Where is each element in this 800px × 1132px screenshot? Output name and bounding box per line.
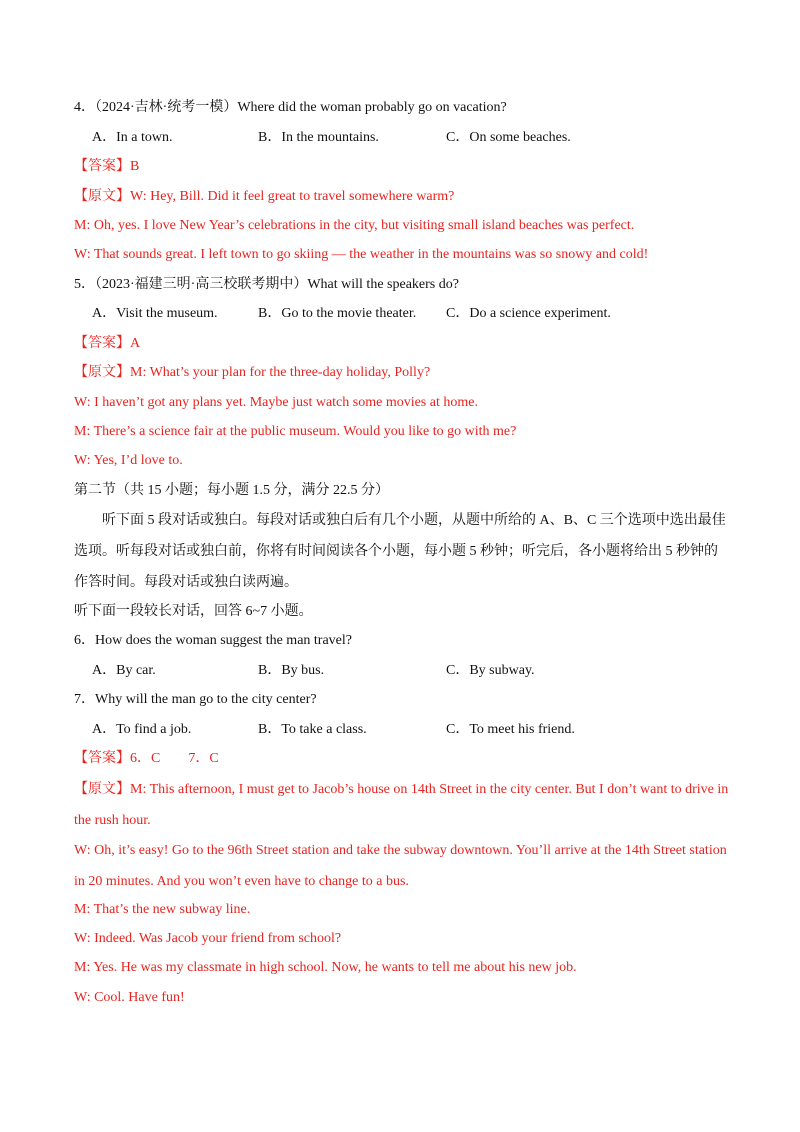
transcript-5-line-3: M: There’s a science fair at the public museum. Would you like to go with me? bbox=[74, 424, 517, 439]
option-b: B．To take a class. bbox=[258, 722, 367, 737]
option-a: A．In a town. bbox=[92, 130, 173, 145]
question-source: （2024·吉林·统考一模） bbox=[95, 100, 238, 115]
option-c: C．To meet his friend. bbox=[446, 722, 575, 737]
transcript-4-line-3: W: That sounds great. I left town to go skiing — the weather in the mountains was so snowy and cold! bbox=[74, 247, 649, 262]
option-c: C．On some beaches. bbox=[446, 130, 571, 145]
section-instructions: 听下面 5 段对话或独白。每段对话或独白后有几个小题，从题中所给的 A、B、C 三个选项中选出最佳选项。听每段对话或独白前，你将有时间阅读各个小题，每小题 5 秒钟；听完后，各小题将给出 5 秒钟的作答时间。每段对话或独白读两遍。 bbox=[74, 513, 726, 590]
question-5 bbox=[74, 275, 459, 295]
transcript-6-7-para-2: W: Oh, it’s easy! Go to the 96th Street station and take the subway downtown. You’ll arrive at the 14th Street station in 20 minutes. And you won’t even have to change to a bus. bbox=[74, 843, 727, 889]
transcript-6-7-line-3: M: That’s the new subway line. bbox=[74, 902, 251, 917]
transcript-6-7-line-6: W: Cool. Have fun! bbox=[74, 990, 185, 1005]
transcript-4-line-2: M: Oh, yes. I love New Year’s celebrations in the city, but visiting small island beaches was perfect. bbox=[74, 218, 635, 233]
answer-5 bbox=[74, 334, 140, 354]
answer-tag: 【答案】 bbox=[74, 751, 130, 766]
transcript-5-line-1 bbox=[74, 363, 430, 383]
question-number: 4． bbox=[74, 100, 95, 115]
question-text: Where did the woman probably go on vacation? bbox=[237, 100, 507, 115]
question-6: 6．How does the woman suggest the man travel? bbox=[74, 633, 352, 648]
option-b: B．By bus. bbox=[258, 663, 325, 678]
section-heading: 第二节（共 15 小题；每小题 1.5 分，满分 22.5 分） bbox=[74, 483, 389, 498]
transcript-tag: 【原文】 bbox=[74, 365, 130, 380]
transcript-4-line-1 bbox=[74, 187, 454, 207]
question-4 bbox=[74, 98, 507, 118]
answer-6-7 bbox=[74, 749, 219, 769]
question-7: 7．Why will the man go to the city center? bbox=[74, 692, 317, 707]
transcript-6-7-line-5: M: Yes. He was my classmate in high school. Now, he wants to tell me about his new job. bbox=[74, 960, 577, 975]
answer-value: 6．C 7．C bbox=[130, 751, 219, 766]
option-a: A．To find a job. bbox=[92, 722, 192, 737]
answer-tag: 【答案】 bbox=[74, 159, 130, 174]
transcript-text: W: Hey, Bill. Did it feel great to travel somewhere warm? bbox=[130, 189, 455, 204]
transcript-text: M: This afternoon, I must get to Jacob’s house on 14th Street in the city center. But I don’t want to drive in the rush hour. bbox=[74, 782, 729, 828]
transcript-tag: 【原文】 bbox=[74, 189, 130, 204]
option-a: A．By car. bbox=[92, 663, 156, 678]
option-c: C．Do a science experiment. bbox=[446, 306, 611, 321]
question-number: 5． bbox=[74, 277, 95, 292]
option-b: B．Go to the movie theater. bbox=[258, 306, 417, 321]
option-c: C．By subway. bbox=[446, 663, 535, 678]
transcript-5-line-4: W: Yes, I’d love to. bbox=[74, 453, 183, 468]
answer-4 bbox=[74, 157, 139, 177]
question-source: （2023·福建三明·高三校联考期中） bbox=[95, 277, 308, 292]
transcript-5-line-2: W: I haven’t got any plans yet. Maybe just watch some movies at home. bbox=[74, 395, 478, 410]
answer-value: A bbox=[130, 336, 141, 351]
answer-tag: 【答案】 bbox=[74, 336, 130, 351]
option-a: A．Visit the museum. bbox=[92, 306, 218, 321]
transcript-6-7-line-4: W: Indeed. Was Jacob your friend from school? bbox=[74, 931, 342, 946]
section-prompt: 听下面一段较长对话，回答 6~7 小题。 bbox=[74, 604, 313, 619]
option-b: B．In the mountains. bbox=[258, 130, 379, 145]
transcript-6-7-para-1 bbox=[74, 774, 730, 836]
question-text: What will the speakers do? bbox=[307, 277, 459, 292]
answer-value: B bbox=[130, 159, 140, 174]
transcript-tag: 【原文】 bbox=[74, 782, 130, 797]
transcript-text: M: What’s your plan for the three-day holiday, Polly? bbox=[130, 365, 431, 380]
